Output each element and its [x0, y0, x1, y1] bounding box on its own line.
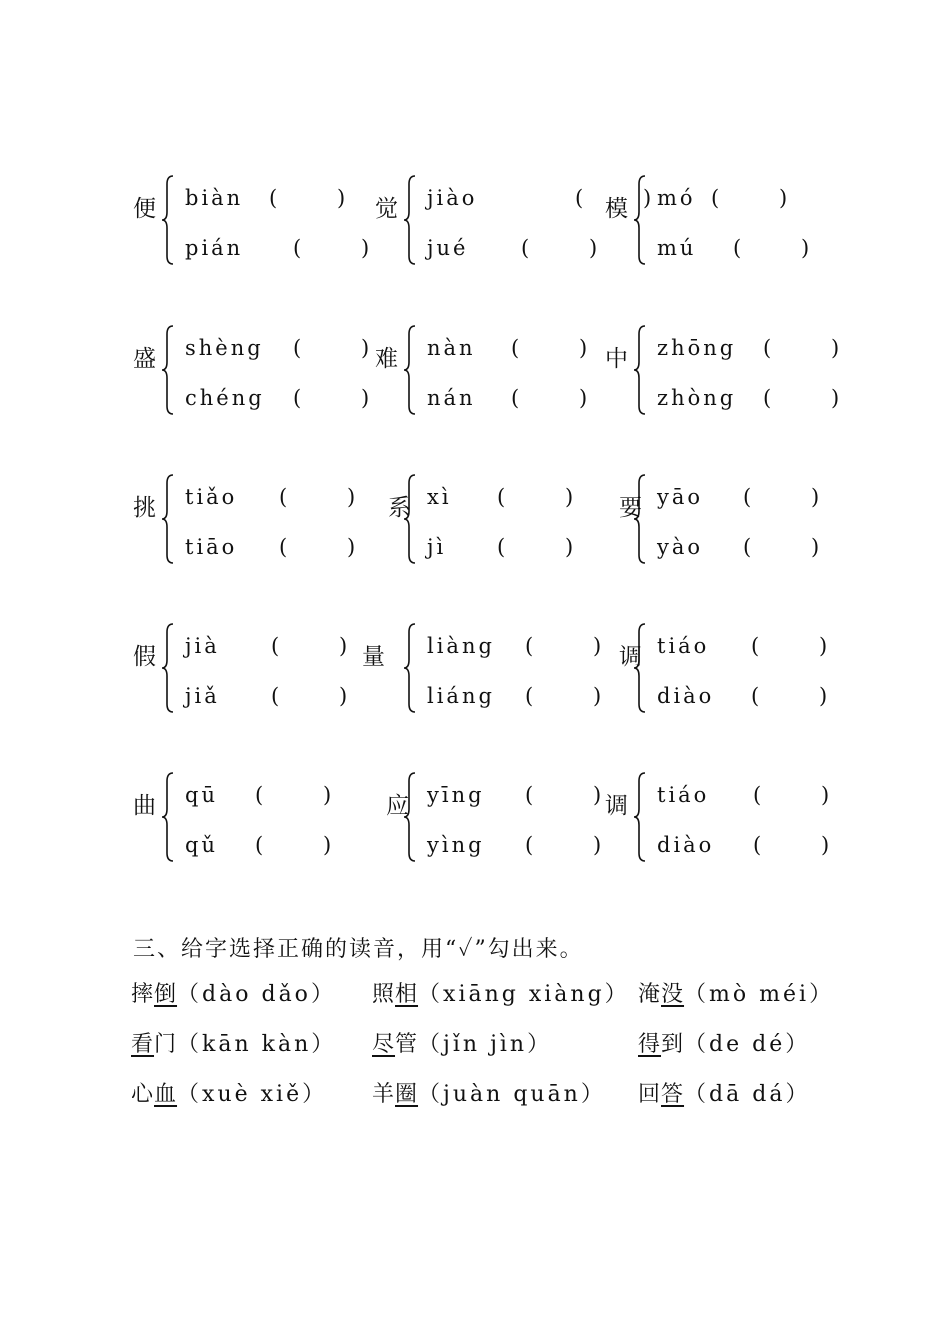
pinyin-label: xì: [427, 485, 452, 509]
word-prefix: 羊: [372, 1082, 396, 1107]
answer-blank-close: ): [831, 336, 843, 360]
reading-option: [185, 485, 359, 509]
pinyin-label: shèng: [185, 336, 264, 360]
target-char: 相: [395, 982, 419, 1007]
paren-open: （: [418, 982, 444, 1007]
polyphone-group: [133, 174, 373, 274]
answer-blank-close: ): [821, 833, 833, 857]
reading-option: [427, 336, 591, 360]
paren-open: （: [684, 1032, 710, 1057]
pronunciation-choice-item[interactable]: [131, 984, 336, 1006]
polyphone-char: 要: [619, 495, 642, 521]
pinyin-label: yāo: [657, 485, 704, 509]
polyphone-group: [375, 324, 605, 424]
answer-blank-close: ): [643, 186, 655, 210]
polyphone-group: [375, 473, 605, 573]
polyphone-char: 挑: [133, 495, 156, 521]
pinyin-label: liàng: [427, 634, 495, 658]
reading-option: [185, 336, 373, 360]
answer-blank-open: (: [293, 386, 305, 410]
reading-option: [185, 386, 373, 410]
paren-open: （: [418, 1032, 444, 1057]
left-brace-icon: [403, 324, 419, 416]
answer-blank-open: (: [525, 634, 537, 658]
left-brace-icon: [161, 324, 177, 416]
answer-blank-open: (: [271, 684, 283, 708]
polyphone-char: 盛: [133, 346, 156, 372]
pinyin-label: yīng: [427, 783, 485, 807]
pinyin-label: tiáo: [657, 634, 710, 658]
pinyin-label: mú: [657, 236, 697, 260]
paren-open: （: [177, 1082, 203, 1107]
answer-blank-open: (: [293, 336, 305, 360]
pronunciation-choice-item[interactable]: [638, 984, 834, 1006]
pinyin-label: jià: [185, 634, 220, 658]
answer-blank-close: ): [779, 186, 791, 210]
answer-blank-open: (: [751, 634, 763, 658]
left-brace-icon: [633, 473, 649, 565]
paren-close: ）: [809, 982, 835, 1007]
left-brace-icon: [633, 622, 649, 714]
target-char: 血: [154, 1082, 178, 1107]
pronunciation-choice-item[interactable]: [131, 1034, 336, 1056]
paren-close: ）: [785, 1082, 811, 1107]
paren-close: ）: [604, 982, 630, 1007]
polyphone-group: [375, 771, 605, 871]
pinyin-label: zhōng: [657, 336, 737, 360]
answer-blank-close: ): [361, 336, 373, 360]
polyphone-group: [605, 771, 835, 871]
answer-blank-close: ): [565, 535, 577, 559]
answer-blank-close: ): [819, 684, 831, 708]
reading-option: [427, 783, 605, 807]
pinyin-label: jiǎ: [185, 684, 220, 708]
left-brace-icon: [403, 473, 419, 565]
answer-blank-close: ): [589, 236, 601, 260]
pinyin-label: yìng: [427, 833, 485, 857]
pronunciation-choice-item[interactable]: [638, 1084, 810, 1106]
pinyin-label: qǔ: [185, 833, 218, 857]
target-char: 没: [661, 982, 685, 1007]
left-brace-icon: [161, 622, 177, 714]
answer-blank-open: (: [511, 336, 523, 360]
polyphone-char: 假: [133, 644, 156, 670]
paren-close: ）: [580, 1082, 606, 1107]
polyphone-char: 便: [133, 196, 156, 222]
answer-blank-close: ): [361, 386, 373, 410]
answer-blank-close: ): [339, 634, 351, 658]
answer-blank-open: (: [763, 336, 775, 360]
reading-option: [657, 684, 831, 708]
pinyin-label: yào: [657, 535, 704, 559]
paren-open: （: [177, 982, 203, 1007]
pronunciation-choice-item[interactable]: [638, 1034, 810, 1056]
pinyin-label: diào: [657, 684, 715, 708]
reading-option: [185, 634, 351, 658]
paren-open: （: [177, 1032, 203, 1057]
polyphone-group: [605, 324, 843, 424]
answer-blank-open: (: [733, 236, 745, 260]
pinyin-label: tiāo: [185, 535, 238, 559]
answer-blank-close: ): [819, 634, 831, 658]
options-text: de dé: [709, 1032, 786, 1057]
reading-option: [657, 485, 823, 509]
answer-blank-close: ): [565, 485, 577, 509]
left-brace-icon: [403, 771, 419, 863]
answer-blank-close: ): [801, 236, 813, 260]
paren-open: （: [418, 1082, 444, 1107]
paren-close: ）: [785, 1032, 811, 1057]
polyphone-char: 调: [619, 644, 642, 670]
pronunciation-choice-item[interactable]: [372, 1084, 606, 1106]
answer-blank-open: (: [511, 386, 523, 410]
pinyin-label: liáng: [427, 684, 495, 708]
left-brace-icon: [633, 324, 649, 416]
options-text: juàn quān: [443, 1082, 581, 1107]
pinyin-label: zhòng: [657, 386, 737, 410]
pinyin-label: jiào: [427, 186, 478, 210]
left-brace-icon: [403, 622, 419, 714]
pinyin-label: nán: [427, 386, 476, 410]
polyphone-group: [362, 622, 605, 722]
answer-blank-close: ): [579, 336, 591, 360]
left-brace-icon: [161, 174, 177, 266]
answer-blank-open: (: [753, 783, 765, 807]
left-brace-icon: [161, 771, 177, 863]
answer-blank-open: (: [751, 684, 763, 708]
options-text: dào dǎo: [202, 982, 311, 1007]
pinyin-label: tiǎo: [185, 485, 238, 509]
polyphone-char: 调: [605, 793, 628, 819]
options-text: mò méi: [709, 982, 810, 1007]
answer-blank-close: ): [593, 634, 605, 658]
reading-option: [427, 634, 605, 658]
left-brace-icon: [161, 473, 177, 565]
answer-blank-open: (: [525, 783, 537, 807]
pinyin-label: diào: [657, 833, 715, 857]
word-prefix: 摔: [131, 982, 155, 1007]
answer-blank-open: (: [255, 833, 267, 857]
answer-blank-open: (: [763, 386, 775, 410]
target-char: 看: [131, 1032, 155, 1057]
answer-blank-close: ): [347, 485, 359, 509]
pinyin-label: biàn: [185, 186, 244, 210]
pinyin-label: nàn: [427, 336, 476, 360]
polyphone-char: 难: [375, 346, 398, 372]
options-text: dā dá: [709, 1082, 786, 1107]
reading-option: [427, 684, 605, 708]
reading-option: [657, 186, 791, 210]
target-char: 答: [661, 1082, 685, 1107]
reading-option: [657, 386, 843, 410]
reading-option: [427, 236, 601, 260]
polyphone-group: [133, 324, 373, 424]
pronunciation-choice-item[interactable]: [131, 1084, 327, 1106]
paren-open: （: [684, 1082, 710, 1107]
polyphone-char: 中: [605, 346, 628, 372]
word-prefix: 淹: [638, 982, 662, 1007]
answer-blank-close: ): [347, 535, 359, 559]
left-brace-icon: [633, 771, 649, 863]
pronunciation-choice-item[interactable]: [372, 984, 630, 1006]
reading-option: [185, 186, 349, 210]
polyphone-group: [133, 473, 363, 573]
pinyin-label: chéng: [185, 386, 265, 410]
answer-blank-close: ): [579, 386, 591, 410]
polyphone-char: 模: [605, 196, 628, 222]
answer-blank-open: (: [497, 535, 509, 559]
answer-blank-close: ): [593, 783, 605, 807]
reading-option: [185, 535, 359, 559]
word-suffix: 门: [154, 1032, 178, 1057]
polyphone-char: 应: [386, 793, 409, 819]
answer-blank-open: (: [525, 833, 537, 857]
pinyin-label: tiáo: [657, 783, 710, 807]
answer-blank-close: ): [337, 186, 349, 210]
reading-option: [427, 535, 577, 559]
target-char: 尽: [372, 1032, 396, 1057]
target-char: 得: [638, 1032, 662, 1057]
answer-blank-open: (: [525, 684, 537, 708]
reading-option: [427, 386, 591, 410]
paren-close: ）: [527, 1032, 553, 1057]
answer-blank-close: ): [831, 386, 843, 410]
word-prefix: 回: [638, 1082, 662, 1107]
reading-option: [185, 684, 351, 708]
answer-blank-open: (: [279, 535, 291, 559]
reading-option: [427, 485, 577, 509]
answer-blank-open: (: [521, 236, 533, 260]
answer-blank-open: (: [711, 186, 723, 210]
pinyin-label: jì: [427, 535, 447, 559]
answer-blank-close: ): [323, 783, 335, 807]
answer-blank-open: (: [753, 833, 765, 857]
reading-option: [657, 236, 813, 260]
options-text: xiāng xiàng: [443, 982, 605, 1007]
word-suffix: 管: [395, 1032, 419, 1057]
paren-close: ）: [311, 1032, 337, 1057]
polyphone-group: [605, 473, 835, 573]
paren-close: ）: [302, 1082, 328, 1107]
polyphone-group: [375, 174, 655, 274]
word-suffix: 到: [661, 1032, 685, 1057]
paren-open: （: [684, 982, 710, 1007]
options-text: xuè xiě: [202, 1082, 303, 1107]
reading-option: [185, 783, 335, 807]
answer-blank-open: (: [293, 236, 305, 260]
polyphone-char: 觉: [375, 196, 398, 222]
target-char: 圈: [395, 1082, 419, 1107]
answer-blank-open: (: [575, 186, 587, 210]
paren-close: ）: [310, 982, 336, 1007]
section-3-title: 三、给字选择正确的读音，用“✓”勾出来。: [133, 937, 584, 962]
reading-option: [657, 634, 831, 658]
answer-blank-close: ): [361, 236, 373, 260]
reading-option: [185, 236, 373, 260]
answer-blank-close: ): [811, 485, 823, 509]
reading-option: [185, 833, 335, 857]
target-char: 倒: [154, 982, 178, 1007]
reading-option: [427, 833, 605, 857]
left-brace-icon: [403, 174, 419, 266]
polyphone-group: [133, 771, 363, 871]
answer-blank-open: (: [279, 485, 291, 509]
answer-blank-open: (: [743, 535, 755, 559]
answer-blank-open: (: [255, 783, 267, 807]
polyphone-group: [605, 622, 835, 722]
polyphone-char: 量: [362, 644, 385, 670]
answer-blank-close: ): [323, 833, 335, 857]
polyphone-group: [133, 622, 363, 722]
pinyin-label: jué: [427, 236, 469, 260]
options-text: kān kàn: [202, 1032, 312, 1057]
polyphone-group: [605, 174, 835, 274]
reading-option: [657, 783, 833, 807]
pinyin-label: pián: [185, 236, 244, 260]
reading-option: [657, 336, 843, 360]
polyphone-char: 系: [388, 495, 411, 521]
answer-blank-close: ): [593, 684, 605, 708]
word-prefix: 心: [131, 1082, 155, 1107]
pinyin-label: mó: [657, 186, 696, 210]
answer-blank-close: ): [811, 535, 823, 559]
pronunciation-choice-item[interactable]: [372, 1034, 552, 1056]
answer-blank-open: (: [271, 634, 283, 658]
reading-option: [657, 535, 823, 559]
word-prefix: 照: [372, 982, 396, 1007]
options-text: jǐn jìn: [443, 1032, 528, 1057]
polyphone-char: 曲: [133, 793, 156, 819]
answer-blank-close: ): [821, 783, 833, 807]
answer-blank-open: (: [269, 186, 281, 210]
answer-blank-close: ): [339, 684, 351, 708]
left-brace-icon: [633, 174, 649, 266]
answer-blank-close: ): [593, 833, 605, 857]
answer-blank-open: (: [497, 485, 509, 509]
pinyin-label: qū: [185, 783, 218, 807]
reading-option: [427, 186, 655, 210]
answer-blank-open: (: [743, 485, 755, 509]
reading-option: [657, 833, 833, 857]
